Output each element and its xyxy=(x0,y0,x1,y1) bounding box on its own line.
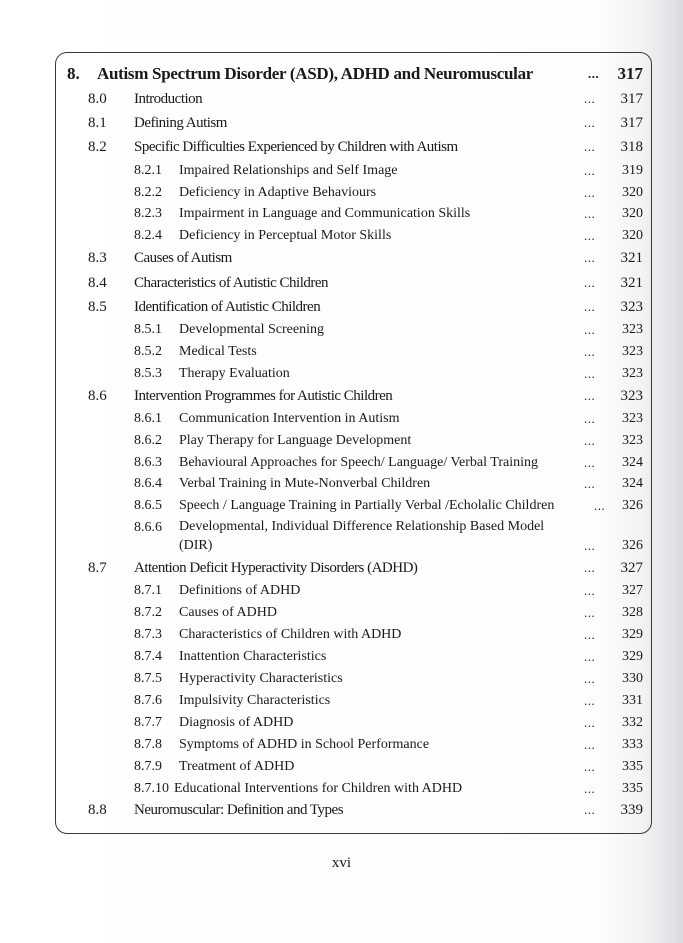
entry-title: Defining Autism xyxy=(134,115,227,131)
toc-entry[interactable] xyxy=(56,272,653,294)
entry-number: 8.7.10 xyxy=(134,781,169,796)
leader-dots: ... xyxy=(584,781,596,796)
entry-title: Symptoms of ADHD in School Performance xyxy=(179,737,430,752)
entry-title: Speech / Language Training in Partially Verbal /Echolalic Children xyxy=(179,498,555,513)
entry-page: 330 xyxy=(622,671,643,686)
entry-page: 323 xyxy=(620,388,643,404)
entry-page: 326 xyxy=(622,498,643,513)
entry-title: Diagnosis of ADHD xyxy=(179,715,294,730)
entry-title: Specific Difficulties Experienced by Children with Autism xyxy=(134,139,458,155)
entry-title: Impaired Relationships and Self Image xyxy=(179,163,398,178)
entry-page: 317 xyxy=(620,115,643,131)
entry-number: 8.8 xyxy=(88,802,107,818)
entry-number: 8.6 xyxy=(88,388,107,404)
toc-entry[interactable] xyxy=(56,668,653,690)
leader-dots: ... xyxy=(584,802,596,817)
chapter-page: 317 xyxy=(617,64,643,83)
leader-dots: ... xyxy=(584,366,596,381)
entry-number: 8.6.3 xyxy=(134,455,162,470)
entry-page: 323 xyxy=(620,299,643,315)
entry-title: Medical Tests xyxy=(179,344,257,359)
entry-number: 8.1 xyxy=(88,115,107,131)
leader-dots: ... xyxy=(584,185,596,200)
entry-number: 8.7.7 xyxy=(134,715,162,730)
entry-title: Characteristics of Autistic Children xyxy=(134,275,329,291)
entry-number: 8.0 xyxy=(88,91,107,107)
entry-title: Play Therapy for Language Development xyxy=(179,433,412,448)
leader-dots: ... xyxy=(584,759,596,774)
entry-number: 8.5.1 xyxy=(134,322,162,337)
toc-entry[interactable] xyxy=(56,247,653,269)
entry-title: Verbal Training in Mute-Nonverbal Children xyxy=(179,476,431,491)
leader-dots: ... xyxy=(584,344,596,359)
entry-number: 8.2.1 xyxy=(134,163,162,178)
entry-number: 8.6.6 xyxy=(134,520,162,535)
entry-title: Deficiency in Adaptive Behaviours xyxy=(179,185,377,200)
entry-number: 8.6.1 xyxy=(134,411,162,426)
page-number: xvi xyxy=(331,855,352,871)
entry-page: 333 xyxy=(622,737,643,752)
entry-number: 8.2.2 xyxy=(134,185,162,200)
toc-entry[interactable] xyxy=(56,88,653,110)
entry-number: 8.7 xyxy=(88,560,107,576)
entry-page: 331 xyxy=(622,693,643,708)
entry-page: 323 xyxy=(622,344,643,359)
toc-entry[interactable] xyxy=(56,624,653,646)
leader-dots: ... xyxy=(588,66,600,81)
toc-entry[interactable] xyxy=(56,225,653,247)
entry-title: Introduction xyxy=(134,91,203,107)
entry-title: Characteristics of Children with ADHD xyxy=(179,627,402,642)
chapter-title: Autism Spectrum Disorder (ASD), ADHD and Neuromuscular xyxy=(97,64,534,83)
entry-title: Developmental, Individual Difference Relationship Based Model (DIR) xyxy=(179,519,545,553)
entry-number: 8.6.5 xyxy=(134,498,162,513)
entry-title: Intervention Programmes for Autistic Children xyxy=(134,388,393,404)
entry-number: 8.7.6 xyxy=(134,693,162,708)
toc-entry[interactable] xyxy=(56,778,653,800)
entry-title: Neuromuscular: Definition and Types xyxy=(134,802,344,818)
toc-entry[interactable] xyxy=(56,296,653,318)
toc-box xyxy=(55,52,652,834)
leader-dots: ... xyxy=(584,715,596,730)
entry-number: 8.2.3 xyxy=(134,206,162,221)
toc-entry[interactable] xyxy=(56,602,653,624)
entry-title: Inattention Characteristics xyxy=(179,649,327,664)
leader-dots: ... xyxy=(584,250,596,265)
toc-entry[interactable] xyxy=(56,646,653,668)
entry-page: 323 xyxy=(622,366,643,381)
leader-dots: ... xyxy=(584,206,596,221)
leader-dots: ... xyxy=(584,693,596,708)
toc-entry[interactable] xyxy=(56,408,653,430)
entry-number: 8.6.2 xyxy=(134,433,162,448)
entry-page: 335 xyxy=(622,781,643,796)
entry-number: 8.7.1 xyxy=(134,583,162,598)
entry-number: 8.2 xyxy=(88,139,107,155)
leader-dots: ... xyxy=(584,627,596,642)
leader-dots: ... xyxy=(584,560,596,575)
toc-entry[interactable] xyxy=(56,473,653,495)
entry-title: Behavioural Approaches for Speech/ Language/ Verbal Training xyxy=(179,455,538,470)
leader-dots: ... xyxy=(584,299,596,314)
toc-entry[interactable] xyxy=(56,690,653,712)
toc-entry[interactable] xyxy=(56,385,653,407)
entry-page: 329 xyxy=(622,649,643,664)
entry-page: 328 xyxy=(622,605,643,620)
toc-entry[interactable] xyxy=(56,799,653,821)
toc-entry[interactable] xyxy=(56,557,653,579)
entry-page: 332 xyxy=(622,715,643,730)
leader-dots: ... xyxy=(594,498,606,513)
toc-entry[interactable] xyxy=(56,734,653,756)
entry-title: Impulsivity Characteristics xyxy=(179,693,331,708)
leader-dots: ... xyxy=(584,228,596,243)
entry-page: 319 xyxy=(622,163,643,178)
entry-title: Developmental Screening xyxy=(179,322,325,337)
entry-page: 335 xyxy=(622,759,643,774)
entry-number: 8.5.2 xyxy=(134,344,162,359)
toc-entry[interactable] xyxy=(56,112,653,134)
entry-number: 8.7.8 xyxy=(134,737,162,752)
leader-dots: ... xyxy=(584,411,596,426)
leader-dots: ... xyxy=(584,388,596,403)
entry-number: 8.7.5 xyxy=(134,671,162,686)
leader-dots: ... xyxy=(584,605,596,620)
toc-entry[interactable] xyxy=(56,182,653,204)
entry-page: 323 xyxy=(622,322,643,337)
toc-entry[interactable] xyxy=(56,712,653,734)
entry-title: Definitions of ADHD xyxy=(179,583,301,598)
entry-page: 323 xyxy=(622,411,643,426)
leader-dots: ... xyxy=(584,737,596,752)
entry-title: Treatment of ADHD xyxy=(179,759,295,774)
leader-dots: ... xyxy=(584,671,596,686)
entry-number: 8.6.4 xyxy=(134,476,162,491)
leader-dots: ... xyxy=(584,455,596,470)
toc-chapter-heading[interactable] xyxy=(56,63,653,85)
leader-dots: ... xyxy=(584,163,596,178)
entry-title: Impairment in Language and Communication Skills xyxy=(179,206,471,221)
toc-entry[interactable] xyxy=(56,452,653,474)
entry-number: 8.5.3 xyxy=(134,366,162,381)
entry-page: 324 xyxy=(622,476,643,491)
leader-dots: ... xyxy=(584,322,596,337)
toc-entry[interactable] xyxy=(56,580,653,602)
entry-number: 8.3 xyxy=(88,250,107,266)
leader-dots: ... xyxy=(584,91,596,106)
toc-entry[interactable] xyxy=(56,363,653,385)
toc-entry[interactable] xyxy=(56,341,653,363)
toc-entry[interactable] xyxy=(56,430,653,452)
entry-page: 317 xyxy=(620,91,643,107)
entry-page: 320 xyxy=(622,228,643,243)
leader-dots: ... xyxy=(584,649,596,664)
leader-dots: ... xyxy=(584,139,596,154)
leader-dots: ... xyxy=(584,538,596,553)
entry-title: Deficiency in Perceptual Motor Skills xyxy=(179,228,392,243)
entry-page: 321 xyxy=(620,250,643,266)
entry-page: 324 xyxy=(622,455,643,470)
entry-page: 320 xyxy=(622,206,643,221)
entry-page: 329 xyxy=(622,627,643,642)
toc-entry[interactable] xyxy=(56,160,653,182)
entry-number: 8.5 xyxy=(88,299,107,315)
entry-title: Causes of ADHD xyxy=(179,605,277,620)
entry-title: Causes of Autism xyxy=(134,250,232,266)
leader-dots: ... xyxy=(584,476,596,491)
entry-number: 8.7.2 xyxy=(134,605,162,620)
toc-entry[interactable] xyxy=(56,319,653,341)
toc-entry[interactable] xyxy=(56,517,653,557)
entry-page: 327 xyxy=(622,583,643,598)
entry-number: 8.7.3 xyxy=(134,627,162,642)
entry-number: 8.7.9 xyxy=(134,759,162,774)
entry-page: 327 xyxy=(620,560,643,576)
toc-entry[interactable] xyxy=(56,203,653,225)
entry-number: 8.4 xyxy=(88,275,107,291)
entry-page: 320 xyxy=(622,185,643,200)
toc-entry[interactable] xyxy=(56,756,653,778)
leader-dots: ... xyxy=(584,583,596,598)
chapter-number: 8. xyxy=(67,64,80,83)
leader-dots: ... xyxy=(584,115,596,130)
leader-dots: ... xyxy=(584,275,596,290)
entry-title: Therapy Evaluation xyxy=(179,366,290,381)
entry-number: 8.2.4 xyxy=(134,228,162,243)
entry-page: 318 xyxy=(620,139,643,155)
entry-title: Educational Interventions for Children with ADHD xyxy=(174,781,463,796)
entry-page: 323 xyxy=(622,433,643,448)
entry-number: 8.7.4 xyxy=(134,649,162,664)
entry-title: Hyperactivity Characteristics xyxy=(179,671,343,686)
entry-title: Identification of Autistic Children xyxy=(134,299,321,315)
entry-title: Attention Deficit Hyperactivity Disorders (ADHD) xyxy=(134,560,418,576)
leader-dots: ... xyxy=(584,433,596,448)
entry-page: 326 xyxy=(622,538,643,553)
entry-page: 339 xyxy=(620,802,643,818)
entry-title: Communication Intervention in Autism xyxy=(179,411,400,426)
entry-page: 321 xyxy=(620,275,643,291)
toc-entry[interactable] xyxy=(56,136,653,158)
toc-entry[interactable] xyxy=(56,495,653,517)
